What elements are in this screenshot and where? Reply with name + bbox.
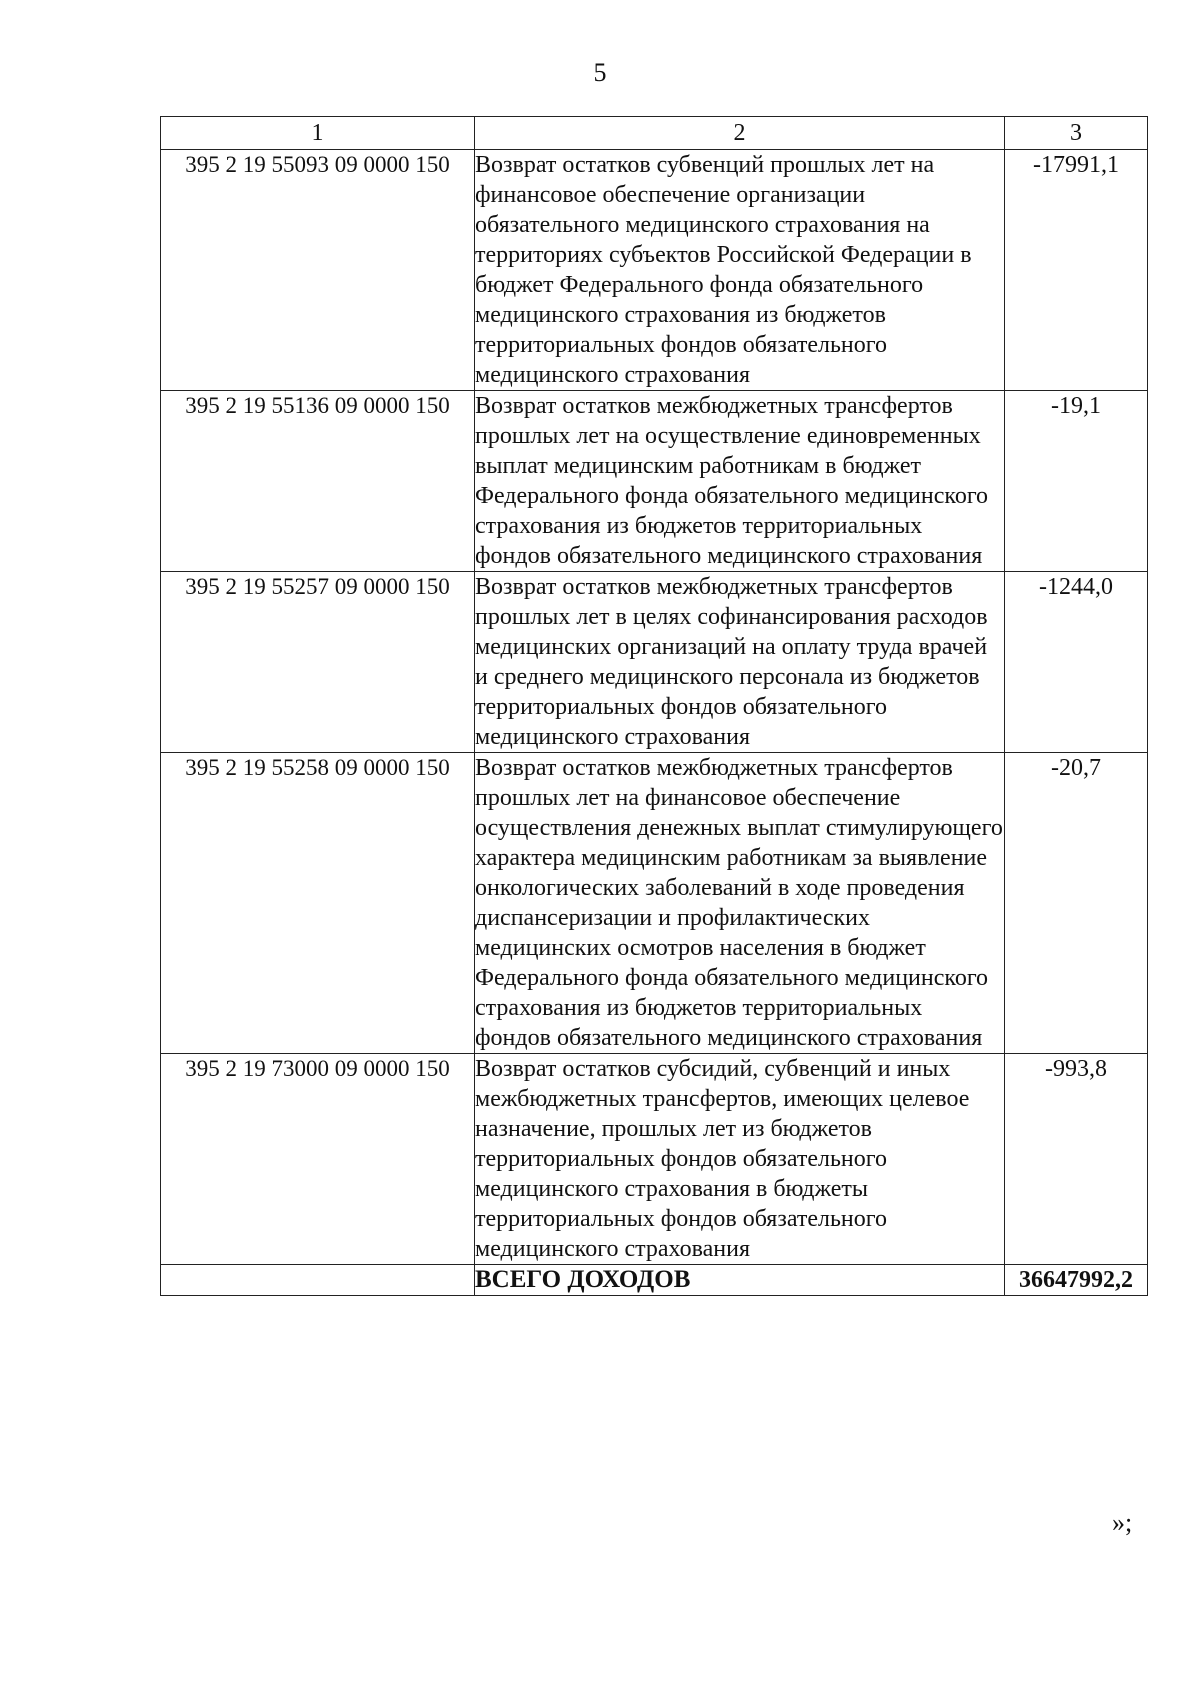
column-header-description: 2 bbox=[475, 117, 1005, 150]
total-row bbox=[161, 1265, 1148, 1296]
amount-cell: -20,7 bbox=[1005, 753, 1148, 1054]
amount-cell: -993,8 bbox=[1005, 1054, 1148, 1265]
amount-cell: -17991,1 bbox=[1005, 150, 1148, 391]
amount-cell: -19,1 bbox=[1005, 391, 1148, 572]
table-row bbox=[161, 1054, 1148, 1265]
page-number: 5 bbox=[593, 58, 607, 87]
table-row bbox=[161, 572, 1148, 753]
budget-code-cell: 395 2 19 55257 09 0000 150 bbox=[161, 572, 475, 753]
amount-cell: -1244,0 bbox=[1005, 572, 1148, 753]
budget-code-cell: 395 2 19 73000 09 0000 150 bbox=[161, 1054, 475, 1265]
table-row bbox=[161, 753, 1148, 1054]
description-cell: Возврат остатков субсидий, субвенций и иных межбюджетных трансфертов, имеющих целевое назначение, прошлых лет из бюджетов территориальных фондов обязательного медицинского страхования в бюджеты территориальных фондов обязательного медицинского страхования bbox=[475, 1054, 1005, 1265]
table-row bbox=[161, 391, 1148, 572]
total-label: ВСЕГО ДОХОДОВ bbox=[475, 1265, 1005, 1296]
column-header-amount: 3 bbox=[1005, 117, 1148, 150]
description-cell: Возврат остатков межбюджетных трансфертов прошлых лет на финансовое обеспечение осуществления денежных выплат стимулирующего характера медицинским работникам за выявление онкологических заболеваний в ходе проведения диспансеризации и профилактических медицинских осмотров населения в бюджет Федерального фонда обязательного медицинского страхования из бюджетов территориальных фондов обязательного медицинского страхования bbox=[475, 753, 1005, 1054]
column-header-code: 1 bbox=[161, 117, 475, 150]
budget-code-cell: 395 2 19 55136 09 0000 150 bbox=[161, 391, 475, 572]
description-cell: Возврат остатков межбюджетных трансфертов прошлых лет в целях софинансирования расходов медицинских организаций на оплату труда врачей и среднего медицинского персонала из бюджетов территориальных фондов обязательного медицинского страхования bbox=[475, 572, 1005, 753]
description-cell: Возврат остатков субвенций прошлых лет на финансовое обеспечение организации обязательного медицинского страхования на территориях субъектов Российской Федерации в бюджет Федерального фонда обязательного медицинского страхования из бюджетов территориальных фондов обязательного медицинского страхования bbox=[475, 150, 1005, 391]
budget-code-cell: 395 2 19 55258 09 0000 150 bbox=[161, 753, 475, 1054]
table-row bbox=[161, 150, 1148, 391]
revenue-table bbox=[160, 116, 1148, 1296]
closing-quote-mark: »; bbox=[1112, 1508, 1133, 1537]
budget-code-cell: 395 2 19 55093 09 0000 150 bbox=[161, 150, 475, 391]
description-cell: Возврат остатков межбюджетных трансфертов прошлых лет на осуществление единовременных выплат медицинским работникам в бюджет Федерального фонда обязательного медицинского страхования из бюджетов территориальных фондов обязательного медицинского страхования bbox=[475, 391, 1005, 572]
table-header-row bbox=[161, 117, 1148, 150]
total-amount: 36647992,2 bbox=[1005, 1265, 1148, 1296]
total-code-cell bbox=[161, 1265, 475, 1296]
